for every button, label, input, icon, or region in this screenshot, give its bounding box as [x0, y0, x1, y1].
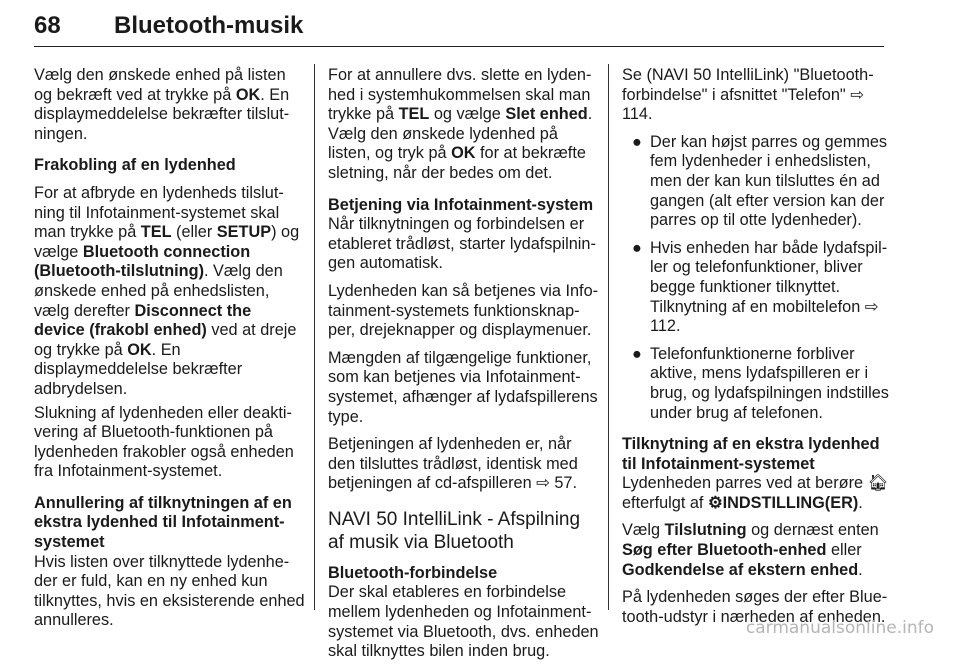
bold-term: Disconnect the device (frakobl enhed): [34, 301, 252, 340]
bold-term: Bluetooth connection (Bluetooth-tilslutning): [34, 242, 251, 281]
paragraph: [622, 521, 892, 580]
paragraph: På lydenheden søges der efter Bluetooth-udstyr i nærheden af enheden.: [622, 588, 888, 626]
paragraph: Lydenheden kan så betjenes via Infotainment-systemets funktionsknapper, drejeknapper og displaymenuer.: [328, 281, 599, 340]
gear-icon: ⚙: [707, 493, 723, 512]
column-divider: [608, 64, 609, 610]
bold-term: Søg efter Bluetooth-enhed: [622, 541, 827, 560]
text-run: For at annullere dvs. slette en lydenhed i systemhukommelsen skal man trykke på: [328, 66, 592, 124]
bold-term: Godkendelse af ekstern enhed: [622, 560, 859, 579]
bold-term: OK: [451, 144, 476, 163]
bold-term: OK: [235, 85, 261, 104]
text-run: eller: [826, 541, 862, 560]
list-item-text: Der kan højst parres og gemmes fem lydenheder i enhedslisten, men der kan kun tilsluttes én ad gangen (alt efter version kan der parres op til otte lydenheder).: [650, 132, 888, 230]
text-run: .: [858, 560, 863, 579]
text-run: (eller: [171, 223, 217, 242]
text-run: . Vælg den ønskede lydenhed på listen, og tryk på: [328, 105, 593, 163]
text-run: og dernæst enten: [746, 521, 879, 540]
page-number: 68: [34, 12, 61, 39]
paragraph: Betjeningen af lydenheden er, når den tilsluttes trådløst, identisk med betjeningen af cd-afspilleren ⇨ 57.: [328, 435, 578, 493]
bullet-list: [622, 133, 892, 423]
text-run: og vælge: [429, 105, 506, 124]
list-item: [622, 345, 892, 423]
bold-term: INDSTILLING(ER): [722, 493, 859, 512]
bold-term: TEL: [140, 223, 172, 242]
paragraph: [328, 66, 600, 184]
home-icon: 🏠︎: [867, 474, 889, 493]
list-item: [622, 133, 892, 231]
subheading: Tilknytning af en ekstra lydenhed til Infotainment-systemet: [622, 435, 880, 473]
text-run: For at afbryde en lydenheds tilslutning til Infotainment-systemet skal man trykke på: [34, 183, 284, 242]
text-run: for at bekræfte sletning, når der bedes om det.: [328, 144, 586, 182]
subheading: Annullering af tilknytningen af en ekstra lydenhed til Infotainment-systemet: [34, 493, 292, 552]
page-header: [34, 6, 884, 47]
list-item: [622, 239, 892, 337]
bold-term: TEL: [398, 105, 430, 124]
text-run: ved at dreje og trykke på: [34, 321, 297, 359]
paragraph: Når tilknytningen og forbindelsen er etableret trådløst, starter lydafspilningen automatisk.: [328, 215, 596, 273]
bold-term: SETUP: [216, 223, 272, 242]
bold-term: Slet enhed: [505, 105, 588, 124]
text-run: Vælg den ønskede enhed på listen og bekræft ved at trykke på: [34, 66, 286, 104]
subheading: Bluetooth-forbindelse: [328, 563, 498, 582]
watermark: carmanualsonline.info: [745, 618, 934, 638]
text-run: Lydenheden parres ved at berøre: [622, 474, 868, 493]
bullet-icon: ●: [632, 238, 642, 257]
text-run: . En displaymeddelelse bekræfter tilslutningen.: [34, 85, 290, 143]
text-run: . En displaymeddelelse bekræfter adbrydelsen.: [34, 340, 243, 398]
chapter-title: Bluetooth-musik: [114, 12, 304, 39]
paragraph: Slukning af lydenheden eller deaktivering af Bluetooth-funktionen på lydenheden frakobler også enheden fra Infotainment-systemet.: [34, 403, 294, 481]
bullet-icon: ●: [632, 132, 642, 151]
paragraph: Hvis listen over tilknyttede lydenheder er fuld, kan en ny enhed kun tilknyttes, hvis en eksisterende enhed annulleres.: [34, 552, 305, 630]
column-divider: [314, 64, 315, 610]
paragraph: [34, 184, 306, 400]
list-item-text: Telefonfunktionerne forbliver aktive, mens lydafspilleren er i brug, og lydafspilningen indstilles under brug af telefonen.: [650, 344, 889, 422]
paragraph: Der skal etableres en forbindelse mellem lydenheden og Infotainment-systemet via Bluetooth, dvs. enheden skal tilknyttes bilen inden brug.: [328, 583, 599, 661]
paragraph: [622, 474, 892, 513]
bold-term: OK: [127, 340, 152, 359]
subheading: Betjening via Infotainment-system: [328, 195, 594, 214]
section-heading: NAVI 50 IntelliLink - Afspilning af musik via Bluetooth: [328, 508, 581, 553]
paragraph: Se (NAVI 50 IntelliLink) "Bluetooth-forbindelse" i afsnittet "Telefon" ⇨ 114.: [622, 66, 874, 124]
bold-term: Tilslutning: [664, 521, 747, 540]
column-3: [622, 66, 892, 635]
column-2: [328, 66, 600, 670]
list-item-text: Hvis enheden har både lydafspiller og telefonfunktioner, bliver begge funktioner tilknyttet. Tilknytning af en mobiltelefon ⇨ 112.: [650, 238, 888, 336]
text-run: . Vælg den ønskede enhed på enhedslisten, vælg derefter: [34, 262, 283, 320]
paragraph: [34, 66, 306, 144]
column-1: [34, 66, 306, 639]
text-run: ) og vælge: [34, 223, 300, 261]
text-run: Vælg: [622, 521, 665, 540]
text-run: efterfulgt af: [622, 493, 708, 512]
bullet-icon: ●: [632, 344, 642, 363]
paragraph: Mængden af tilgængelige funktioner, som kan betjenes via Infotainment-systemet, afhænger af lydafspillerens type.: [328, 348, 598, 426]
subheading: Frakobling af en lydenhed: [34, 156, 236, 175]
text-run: .: [858, 493, 863, 512]
